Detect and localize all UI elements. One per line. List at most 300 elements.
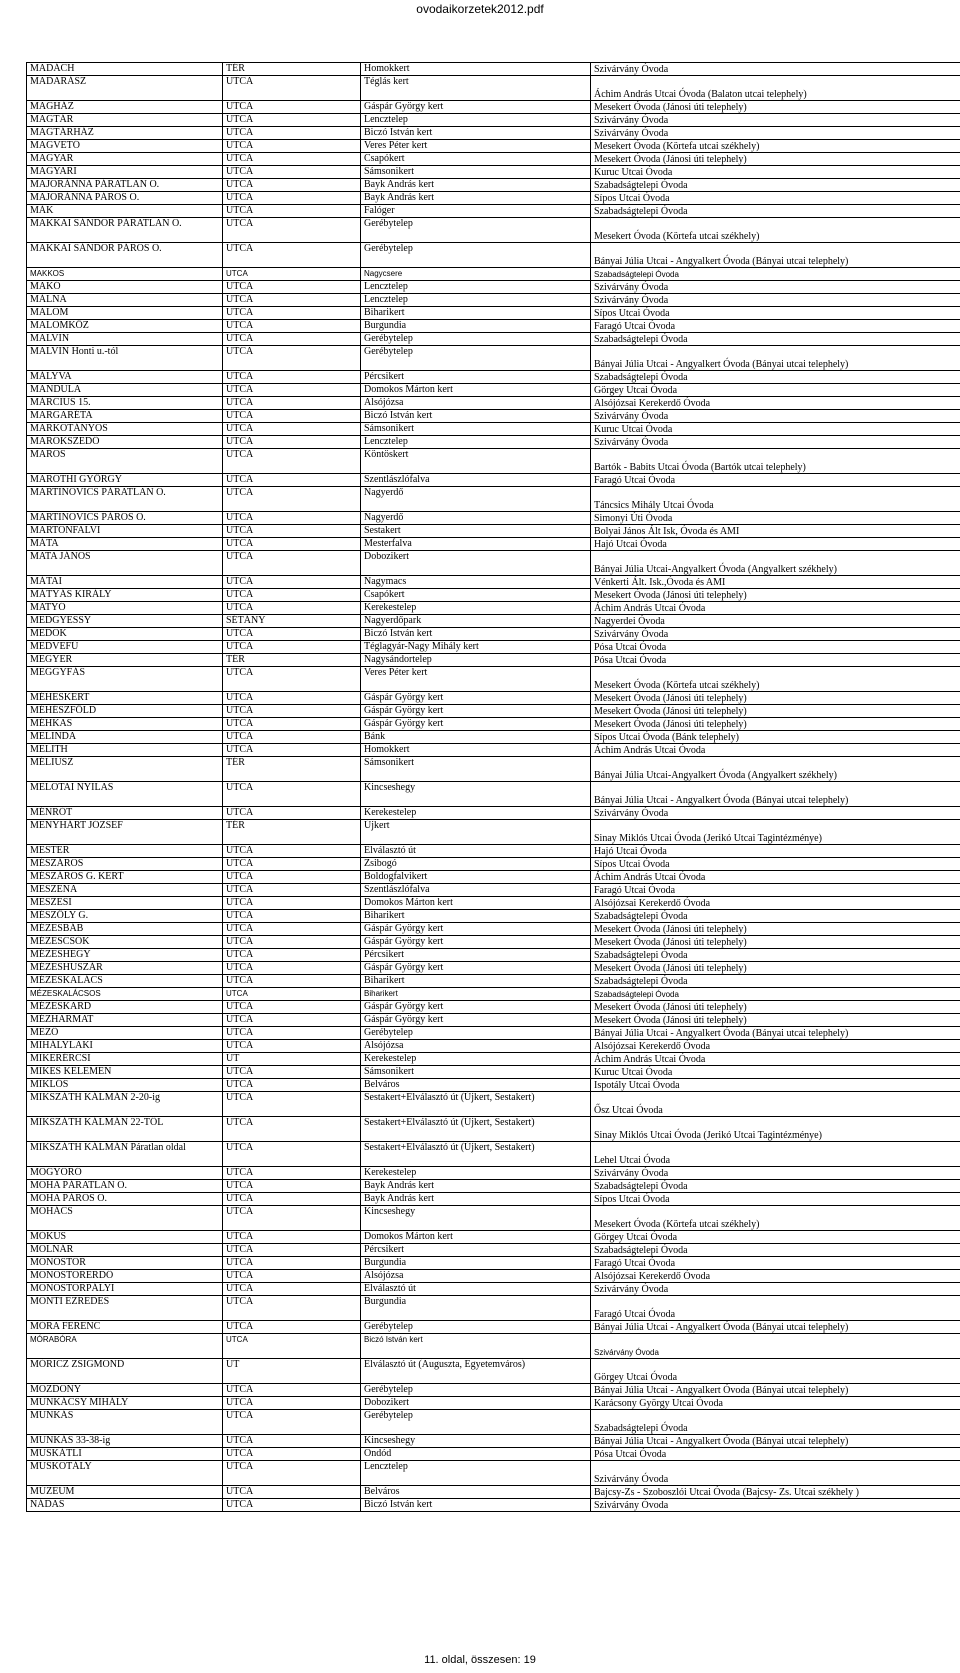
street-name-cell: MUNKÁS 33-38-ig: [27, 1435, 223, 1448]
kindergarten-cell: Bányai Júlia Utcai - Angyalkert Óvoda (Bányai utcai telephely): [591, 243, 960, 268]
kindergarten-cell: Faragó Utcai Óvoda: [591, 884, 960, 897]
table-row: [27, 858, 960, 871]
kindergarten-cell: Szabadságtelepi Óvoda: [591, 268, 960, 281]
district-cell: Burgundia: [361, 1257, 591, 1270]
district-cell: Elválasztó út (Auguszta, Egyetemváros): [361, 1359, 591, 1384]
district-cell: Biharikert: [361, 910, 591, 923]
table-row: [27, 731, 960, 744]
kindergarten-cell: Bányai Júlia Utcai-Angyalkert Óvoda (Angyalkert székhely): [591, 551, 960, 576]
street-name-cell: MELITH: [27, 744, 223, 757]
street-type-cell: UTCA: [223, 1448, 361, 1461]
street-name-cell: MAKKAI SÁNDOR PÁROS O.: [27, 243, 223, 268]
kindergarten-cell: Sípos Utcai Óvoda: [591, 1193, 960, 1206]
district-cell: Köntöskert: [361, 449, 591, 474]
kindergarten-cell: Mesekert Óvoda (Jánosi úti telephely): [591, 936, 960, 949]
street-name-cell: MÉSZÁROS G. KERT: [27, 871, 223, 884]
district-cell: Biczó István kert: [361, 628, 591, 641]
kindergarten-cell: Áchim András Utcai Óvoda: [591, 744, 960, 757]
street-name-cell: MAKKAI SÁNDOR PÁRATLAN O.: [27, 218, 223, 243]
kindergarten-cell: Szivárvány Óvoda: [591, 114, 960, 127]
district-cell: Elválasztó út: [361, 1283, 591, 1296]
district-cell: Gerébytelep: [361, 218, 591, 243]
kindergarten-cell: Szivárvány Óvoda: [591, 63, 960, 76]
kindergarten-cell: Mesekert Óvoda (Jánosi úti telephely): [591, 589, 960, 602]
street-type-cell: UTCA: [223, 949, 361, 962]
district-cell: Lencztelep: [361, 294, 591, 307]
district-cell: Csapókert: [361, 589, 591, 602]
kindergarten-cell: Mesekert Óvoda (Jánosi úti telephely): [591, 153, 960, 166]
district-cell: Dobozikert: [361, 1397, 591, 1410]
street-type-cell: UTCA: [223, 384, 361, 397]
kindergarten-cell: Bányai Júlia Utcai - Angyalkert Óvoda (Bányai utcai telephely): [591, 1435, 960, 1448]
street-name-cell: MÉZESCSÓK: [27, 936, 223, 949]
district-cell: Biczó István kert: [361, 410, 591, 423]
district-cell: Homokkert: [361, 63, 591, 76]
street-type-cell: UTCA: [223, 76, 361, 101]
district-cell: Gáspár György kert: [361, 936, 591, 949]
street-name-cell: MANDULA: [27, 384, 223, 397]
table-row: [27, 179, 960, 192]
street-name-cell: MARTINOVICS PÁROS O.: [27, 512, 223, 525]
street-name-cell: MELOTAI NYILAS: [27, 782, 223, 807]
street-type-cell: UTCA: [223, 281, 361, 294]
table-row: [27, 449, 960, 474]
kindergarten-cell: Mesekert Óvoda (Jánosi úti telephely): [591, 1001, 960, 1014]
street-type-cell: UTCA: [223, 1014, 361, 1027]
table-row: [27, 744, 960, 757]
kindergarten-cell: Szivárvány Óvoda: [591, 410, 960, 423]
district-cell: Biharikert: [361, 988, 591, 1001]
kindergarten-cell: Szivárvány Óvoda: [591, 281, 960, 294]
table-row: [27, 988, 960, 1001]
table-row: [27, 1244, 960, 1257]
district-cell: Falóger: [361, 205, 591, 218]
kindergarten-cell: Vénkerti Ált. Isk.,Óvoda és AMI: [591, 576, 960, 589]
street-name-cell: MÁRCIUS 15.: [27, 397, 223, 410]
street-type-cell: UTCA: [223, 1079, 361, 1092]
street-name-cell: MÉZESHEGY: [27, 949, 223, 962]
district-cell: Újkert: [361, 820, 591, 845]
district-cell: Biharikert: [361, 975, 591, 988]
district-cell: Biczó István kert: [361, 1499, 591, 1512]
street-type-cell: UTCA: [223, 744, 361, 757]
kindergarten-cell: Karácsony György Utcai Óvoda: [591, 1397, 960, 1410]
street-name-cell: MAGTÁRHÁZ: [27, 127, 223, 140]
street-type-cell: UTCA: [223, 205, 361, 218]
kindergarten-cell: Lehel Utcai Óvoda: [591, 1142, 960, 1167]
district-cell: Elválasztó út: [361, 845, 591, 858]
district-cell: Nagyerdőpark: [361, 615, 591, 628]
table-row: [27, 127, 960, 140]
street-type-cell: UTCA: [223, 346, 361, 371]
street-name-cell: MIKLÓS: [27, 1079, 223, 1092]
kindergarten-cell: Bányai Júlia Utcai - Angyalkert Óvoda (Bányai utcai telephely): [591, 1384, 960, 1397]
district-cell: Szentlászlófalva: [361, 474, 591, 487]
street-type-cell: UTCA: [223, 962, 361, 975]
street-name-cell: MIKSZÁTH KÁLMÁN Páratlan oldal: [27, 1142, 223, 1167]
street-name-cell: MONTI EZREDES: [27, 1296, 223, 1321]
street-name-cell: MEDVEFŰ: [27, 641, 223, 654]
street-name-cell: MÁK: [27, 205, 223, 218]
kindergarten-cell: Görgey Utcai Óvoda: [591, 384, 960, 397]
street-type-cell: UTCA: [223, 1499, 361, 1512]
street-type-cell: UTCA: [223, 538, 361, 551]
kindergarten-cell: Szabadságtelepi Óvoda: [591, 975, 960, 988]
street-type-cell: UTCA: [223, 512, 361, 525]
district-cell: Kincseshegy: [361, 782, 591, 807]
kindergarten-cell: Faragó Utcai Óvoda: [591, 1296, 960, 1321]
kindergarten-cell: Nagyerdei Óvoda: [591, 615, 960, 628]
kindergarten-cell: Hajó Utcai Óvoda: [591, 845, 960, 858]
street-name-cell: MOGYORÓ: [27, 1167, 223, 1180]
street-name-cell: MAJORÁNNA PÁROS O.: [27, 192, 223, 205]
street-type-cell: UTCA: [223, 845, 361, 858]
street-name-cell: MÉZESHUSZÁR: [27, 962, 223, 975]
table-row: [27, 114, 960, 127]
kindergarten-cell: Simonyi Úti Óvoda: [591, 512, 960, 525]
street-type-cell: UTCA: [223, 1206, 361, 1231]
street-type-cell: UTCA: [223, 1296, 361, 1321]
kindergarten-cell: Alsójózsai Kerekerdő Óvoda: [591, 1040, 960, 1053]
table-row: [27, 1334, 960, 1359]
kindergarten-cell: Áchim András Utcai Óvoda: [591, 602, 960, 615]
street-name-cell: MARÓTHI GYÖRGY: [27, 474, 223, 487]
street-type-cell: UTCA: [223, 1167, 361, 1180]
street-type-cell: UTCA: [223, 910, 361, 923]
table-row: [27, 1270, 960, 1283]
street-type-cell: TÉR: [223, 63, 361, 76]
table-row: [27, 1435, 960, 1448]
table-row: [27, 1448, 960, 1461]
district-cell: Gerébytelep: [361, 1410, 591, 1435]
street-type-cell: TÉR: [223, 757, 361, 782]
table-row: [27, 205, 960, 218]
table-row: [27, 936, 960, 949]
district-cell: Ondód: [361, 1448, 591, 1461]
street-name-cell: MÉZHARMAT: [27, 1014, 223, 1027]
district-cell: Bayk András kert: [361, 179, 591, 192]
street-name-cell: MAGTÁR: [27, 114, 223, 127]
street-type-cell: UTCA: [223, 1397, 361, 1410]
kindergarten-cell: Bányai Júlia Utcai - Angyalkert Óvoda (Bányai utcai telephely): [591, 1027, 960, 1040]
table-row: [27, 63, 960, 76]
street-name-cell: MÉHKAS: [27, 718, 223, 731]
street-type-cell: UTCA: [223, 1066, 361, 1079]
kindergarten-cell: Faragó Utcai Óvoda: [591, 474, 960, 487]
street-name-cell: MAKKOS: [27, 268, 223, 281]
kindergarten-cell: Sípos Utcai Óvoda (Bánk telephely): [591, 731, 960, 744]
street-name-cell: MÉSZÁROS: [27, 858, 223, 871]
street-name-cell: MAGYARI: [27, 166, 223, 179]
street-name-cell: MAJORÁNNA PÁRATLAN O.: [27, 179, 223, 192]
kindergarten-cell: Görgey Utcai Óvoda: [591, 1359, 960, 1384]
street-name-cell: MÁTAI: [27, 576, 223, 589]
table-row: [27, 1001, 960, 1014]
street-name-cell: MEZŐ: [27, 1027, 223, 1040]
street-name-cell: MOLNÁR: [27, 1244, 223, 1257]
street-name-cell: MAGHÁZ: [27, 101, 223, 114]
kindergarten-cell: Szabadságtelepi Óvoda: [591, 949, 960, 962]
kindergarten-cell: Áchim András Utcai Óvoda: [591, 871, 960, 884]
street-type-cell: UTCA: [223, 1001, 361, 1014]
street-type-cell: UTCA: [223, 1461, 361, 1486]
street-name-cell: MARTONFALVI: [27, 525, 223, 538]
district-cell: Kerekestelep: [361, 1053, 591, 1066]
street-type-cell: UTCA: [223, 871, 361, 884]
street-name-cell: MIHÁLYLAKI: [27, 1040, 223, 1053]
document-title: ovodaikorzetek2012.pdf: [416, 2, 544, 16]
street-name-cell: MIKSZÁTH KÁLMÁN 2-20-ig: [27, 1092, 223, 1117]
street-name-cell: MARKOTÁNYOS: [27, 423, 223, 436]
kindergarten-cell: Sinay Miklós Utcai Óvoda (Jerikó Utcai Tagintézménye): [591, 820, 960, 845]
street-name-cell: MATYÓ: [27, 602, 223, 615]
street-type-cell: UTCA: [223, 294, 361, 307]
street-type-cell: UTCA: [223, 179, 361, 192]
street-type-cell: UTCA: [223, 1244, 361, 1257]
kindergarten-cell: Pósa Utcai Óvoda: [591, 1448, 960, 1461]
table-row: [27, 1193, 960, 1206]
district-cell: Lencztelep: [361, 1461, 591, 1486]
table-row: [27, 845, 960, 858]
street-type-cell: UTCA: [223, 192, 361, 205]
table-row: [27, 910, 960, 923]
table-row: [27, 807, 960, 820]
street-name-cell: MUSKÁTLI: [27, 1448, 223, 1461]
kindergarten-cell: Szivárvány Óvoda: [591, 1167, 960, 1180]
street-name-cell: MÉZESBÁB: [27, 923, 223, 936]
street-type-cell: UTCA: [223, 1142, 361, 1167]
street-type-cell: UTCA: [223, 628, 361, 641]
street-type-cell: UTCA: [223, 371, 361, 384]
table-row: [27, 423, 960, 436]
district-cell: Nagymacs: [361, 576, 591, 589]
district-cell: Bayk András kert: [361, 192, 591, 205]
table-row: [27, 654, 960, 667]
street-type-cell: UTCA: [223, 988, 361, 1001]
table-row: [27, 949, 960, 962]
street-type-cell: UTCA: [223, 166, 361, 179]
kindergarten-cell: Bányai Júlia Utcai-Angyalkert Óvoda (Angyalkert székhely): [591, 757, 960, 782]
table-row: [27, 1092, 960, 1117]
kindergarten-cell: Szivárvány Óvoda: [591, 1499, 960, 1512]
street-name-cell: MIKERÉRCSI: [27, 1053, 223, 1066]
district-cell: Biharikert: [361, 307, 591, 320]
table-row: [27, 436, 960, 449]
table-row: [27, 1079, 960, 1092]
street-type-cell: UTCA: [223, 397, 361, 410]
kindergarten-cell: Mesekert Óvoda (Jánosi úti telephely): [591, 705, 960, 718]
table-row: [27, 1014, 960, 1027]
table-row: [27, 1321, 960, 1334]
street-type-cell: UTCA: [223, 1257, 361, 1270]
kindergarten-cell: Mesekert Óvoda (Jánosi úti telephely): [591, 692, 960, 705]
table-row: [27, 589, 960, 602]
table-row: [27, 641, 960, 654]
kindergarten-cell: Kuruc Utcai Óvoda: [591, 166, 960, 179]
street-type-cell: UTCA: [223, 243, 361, 268]
district-cell: Alsójózsa: [361, 397, 591, 410]
street-name-cell: MONOSTORPÁLYI: [27, 1283, 223, 1296]
district-cell: Veres Péter kert: [361, 140, 591, 153]
street-type-cell: UTCA: [223, 218, 361, 243]
street-type-cell: UTCA: [223, 936, 361, 949]
street-type-cell: UTCA: [223, 436, 361, 449]
street-type-cell: UTCA: [223, 589, 361, 602]
table-row: [27, 1499, 960, 1512]
table-row: [27, 1486, 960, 1499]
table-row: [27, 1180, 960, 1193]
district-cell: Belváros: [361, 1486, 591, 1499]
table-row: [27, 1206, 960, 1231]
street-name-cell: MUNKÁCSY MIHÁLY: [27, 1397, 223, 1410]
kindergarten-cell: Pósa Utcai Óvoda: [591, 641, 960, 654]
street-type-cell: UTCA: [223, 474, 361, 487]
page-footer: 11. oldal, összesen: 19: [424, 1654, 536, 1666]
street-type-cell: UTCA: [223, 1231, 361, 1244]
kindergarten-cell: Szabadságtelepi Óvoda: [591, 1244, 960, 1257]
table-row: [27, 1231, 960, 1244]
street-type-cell: UTCA: [223, 897, 361, 910]
district-cell: Nagysándortelep: [361, 654, 591, 667]
district-cell: Nagyerdő: [361, 512, 591, 525]
street-name-cell: MÁTYÁS KIRÁLY: [27, 589, 223, 602]
street-type-cell: UTCA: [223, 1384, 361, 1397]
kindergarten-cell: Kuruc Utcai Óvoda: [591, 1066, 960, 1079]
street-name-cell: MIKES KELEMEN: [27, 1066, 223, 1079]
street-type-cell: ÚT: [223, 1359, 361, 1384]
street-type-cell: UTCA: [223, 782, 361, 807]
street-type-cell: UTCA: [223, 975, 361, 988]
kindergarten-cell: Bolyai János Ált Isk, Óvoda és AMI: [591, 525, 960, 538]
kindergarten-cell: Mesekert Óvoda (Jánosi úti telephely): [591, 1014, 960, 1027]
street-name-cell: MAROS: [27, 449, 223, 474]
street-name-cell: MAGYAR: [27, 153, 223, 166]
street-type-cell: UTCA: [223, 410, 361, 423]
table-row: [27, 1040, 960, 1053]
table-row: [27, 718, 960, 731]
table-row: [27, 1257, 960, 1270]
table-row: [27, 628, 960, 641]
street-name-cell: MÓRA FERENC: [27, 1321, 223, 1334]
kindergarten-cell: Bányai Júlia Utcai - Angyalkert Óvoda (Bányai utcai telephely): [591, 346, 960, 371]
kindergarten-cell: Kuruc Utcai Óvoda: [591, 423, 960, 436]
street-type-cell: UTCA: [223, 1040, 361, 1053]
district-cell: Zsibogó: [361, 858, 591, 871]
street-type-cell: UTCA: [223, 101, 361, 114]
street-name-cell: MUSKOTÁLY: [27, 1461, 223, 1486]
district-cell: Pércsikert: [361, 1244, 591, 1257]
district-cell: Téglás kert: [361, 76, 591, 101]
district-cell: Domokos Márton kert: [361, 897, 591, 910]
street-type-cell: UTCA: [223, 602, 361, 615]
district-cell: Sestakert: [361, 525, 591, 538]
table-row: [27, 487, 960, 512]
table-row: [27, 320, 960, 333]
kindergarten-cell: Szabadságtelepi Óvoda: [591, 988, 960, 1001]
street-name-cell: MÓRICZ ZSIGMOND: [27, 1359, 223, 1384]
district-cell: Sestakert+Elválasztó út (Újkert, Sestakert): [361, 1117, 591, 1142]
kindergarten-cell: Mesekert Óvoda (Körtefa utcai székhely): [591, 140, 960, 153]
district-cell: Lencztelep: [361, 114, 591, 127]
district-cell: Gerébytelep: [361, 1321, 591, 1334]
district-cell: Burgundia: [361, 320, 591, 333]
table-row: [27, 820, 960, 845]
table-row: [27, 397, 960, 410]
street-name-cell: MARTINOVICS PÁRATLAN O.: [27, 487, 223, 512]
table-row: [27, 1296, 960, 1321]
district-cell: Bayk András kert: [361, 1180, 591, 1193]
district-cell: Alsójózsa: [361, 1270, 591, 1283]
street-name-cell: MALOM: [27, 307, 223, 320]
street-name-cell: MÚZEUM: [27, 1486, 223, 1499]
street-type-cell: UTCA: [223, 1180, 361, 1193]
kindergarten-cell: Szivárvány Óvoda: [591, 127, 960, 140]
table-row: [27, 1142, 960, 1167]
kindergarten-cell: Szabadságtelepi Óvoda: [591, 333, 960, 346]
table-row: [27, 153, 960, 166]
table-row: [27, 576, 960, 589]
street-name-cell: MESZENA: [27, 884, 223, 897]
kindergarten-cell: Alsójózsai Kerekerdő Óvoda: [591, 897, 960, 910]
district-cell: Kerekestelep: [361, 602, 591, 615]
district-cell: Dobozikert: [361, 551, 591, 576]
kindergarten-cell: Ősz Utcai Óvoda: [591, 1092, 960, 1117]
street-type-cell: UTCA: [223, 423, 361, 436]
table-row: [27, 140, 960, 153]
kindergarten-cell: Szabadságtelepi Óvoda: [591, 179, 960, 192]
kindergarten-cell: Szabadságtelepi Óvoda: [591, 910, 960, 923]
kindergarten-cell: Bányai Júlia Utcai - Angyalkert Óvoda (Bányai utcai telephely): [591, 1321, 960, 1334]
street-type-cell: UTCA: [223, 1092, 361, 1117]
street-name-cell: MAGVETŐ: [27, 140, 223, 153]
street-name-cell: MOZDONY: [27, 1384, 223, 1397]
district-cell: Boldogfalvikert: [361, 871, 591, 884]
street-name-cell: MEGGYFÁS: [27, 667, 223, 692]
table-row: [27, 218, 960, 243]
table-row: [27, 692, 960, 705]
kindergarten-cell: Mesekert Óvoda (Körtefa utcai székhely): [591, 1206, 960, 1231]
street-type-cell: UTCA: [223, 127, 361, 140]
table-row: [27, 307, 960, 320]
kindergarten-cell: Szivárvány Óvoda: [591, 294, 960, 307]
kindergarten-cell: Hajó Utcai Óvoda: [591, 538, 960, 551]
table-row: [27, 615, 960, 628]
table-row: [27, 101, 960, 114]
district-cell: Biczó István kert: [361, 127, 591, 140]
street-name-cell: MEGYER: [27, 654, 223, 667]
street-type-cell: UTCA: [223, 884, 361, 897]
street-type-cell: SÉTÁNY: [223, 615, 361, 628]
street-name-cell: MÉZESKARD: [27, 1001, 223, 1014]
table-row: [27, 525, 960, 538]
district-cell: Domokos Márton kert: [361, 384, 591, 397]
kindergarten-cell: Szabadságtelepi Óvoda: [591, 1410, 960, 1435]
kindergarten-cell: Sinay Miklós Utcai Óvoda (Jerikó Utcai Tagintézménye): [591, 1117, 960, 1142]
street-type-cell: UTCA: [223, 1410, 361, 1435]
district-cell: Lencztelep: [361, 436, 591, 449]
kindergarten-cell: Szivárvány Óvoda: [591, 807, 960, 820]
street-type-cell: UTCA: [223, 692, 361, 705]
district-cell: Gáspár György kert: [361, 962, 591, 975]
table-row: [27, 384, 960, 397]
table-row: [27, 1027, 960, 1040]
kindergarten-cell: Faragó Utcai Óvoda: [591, 1257, 960, 1270]
district-cell: Burgundia: [361, 1296, 591, 1321]
district-cell: Nagycsere: [361, 268, 591, 281]
district-cell: Gerébytelep: [361, 346, 591, 371]
street-name-cell: NÁDAS: [27, 1499, 223, 1512]
street-name-cell: MÉZESKALÁCS: [27, 975, 223, 988]
